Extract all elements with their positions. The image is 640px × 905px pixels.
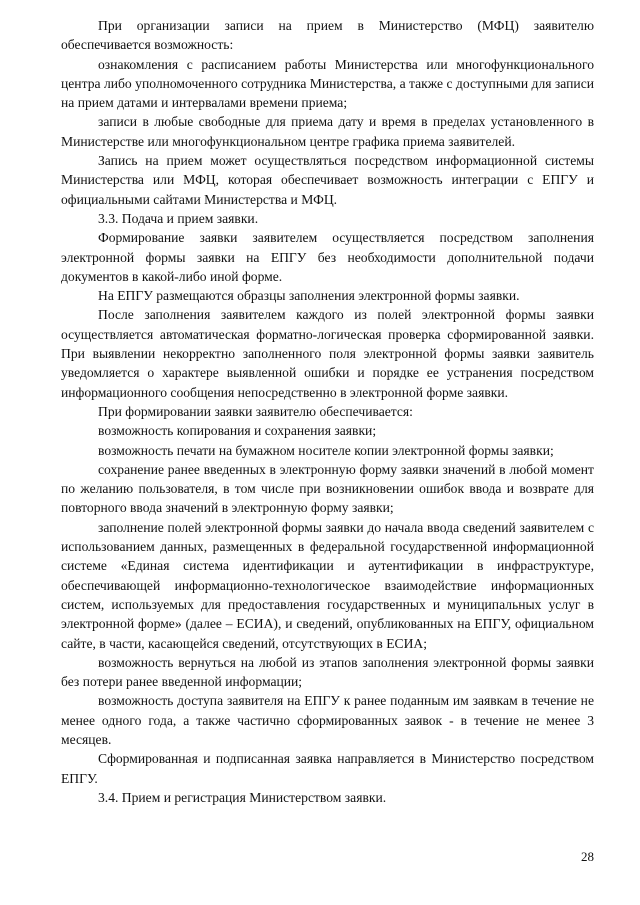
paragraph: ознакомления с расписанием работы Министерства или многофункционального центра либо уполномоченного сотрудника Министерства, а также с доступными для записи на прием датами и интервалами времени приема; xyxy=(61,56,594,111)
section-heading: 3.3. Подача и прием заявки. xyxy=(98,210,259,226)
list-item: возможность вернуться на любой из этапов заполнения электронной формы заявки без потери ранее введенной информации; xyxy=(61,654,594,690)
paragraph: После заполнения заявителем каждого из полей электронной формы заявки осуществляется автоматическая форматно-логическая проверка сформированной заявки. При выявлении некорректно заполненного поля электронной формы заявки заявитель уведомляется о характере выявленной ошибки и порядке ее устранения посредством информационного сообщения непосредственно в электронной форме заявки. xyxy=(61,307,594,400)
paragraph: Формирование заявки заявителем осуществляется посредством заполнения электронной формы заявки на ЕПГУ без необходимости дополнительной подачи документов в какой-либо иной форме. xyxy=(61,230,594,284)
paragraph: Запись на прием может осуществляться посредством информационной системы Министерства или МФЦ, которая обеспечивает возможность интеграции с ЕПГУ и официальными сайтами Министерства и МФЦ. xyxy=(61,153,594,207)
list-item: сохранение ранее введенных в электронную форму заявки значений в любой момент по желанию пользователя, в том числе при возникновении ошибок ввода и возврате для повторного ввода значений в электронную форму заявки; xyxy=(61,461,594,516)
paragraph: записи в любые свободные для приема дату и время в пределах установленного в Министерстве или многофункциональном центре графика приема заявителей. xyxy=(61,114,594,149)
section-heading: 3.4. Прием и регистрация Министерством заявки. xyxy=(98,789,387,805)
paragraph: При формировании заявки заявителю обеспечивается: xyxy=(98,403,413,419)
paragraph: На ЕПГУ размещаются образцы заполнения электронной формы заявки. xyxy=(98,288,520,304)
list-item: возможность копирования и сохранения заявки; xyxy=(98,423,377,439)
list-item: заполнение полей электронной формы заявки до начала ввода сведений заявителем с использованием данных, размещенных в федеральной государственной информационной системе «Единая система идентификации и аутентификации в инфраструктуре, обеспечивающей информационно-технологическое взаимодействие информационных систем, используемых для предоставления государственных и муниципальных услуг в электронной форме» (далее – ЕСИА), и сведений, опубликованных на ЕПГУ, официальном сайте, в части, касающейся сведений, отсутствующих в ЕСИА; xyxy=(61,519,594,651)
document-body xyxy=(61,16,594,807)
list-item: возможность доступа заявителя на ЕПГУ к ранее поданным им заявкам в течение не менее одного года, а также частично сформированных заявок - в течение не менее 3 месяцев. xyxy=(61,693,594,747)
paragraph: Сформированная и подписанная заявка направляется в Министерство посредством ЕПГУ. xyxy=(61,751,594,786)
paragraph: При организации записи на прием в Министерство (МФЦ) заявителю обеспечивается возможность: xyxy=(61,18,594,53)
list-item: возможность печати на бумажном носителе копии электронной формы заявки; xyxy=(98,442,554,458)
page-number: 28 xyxy=(581,849,594,864)
